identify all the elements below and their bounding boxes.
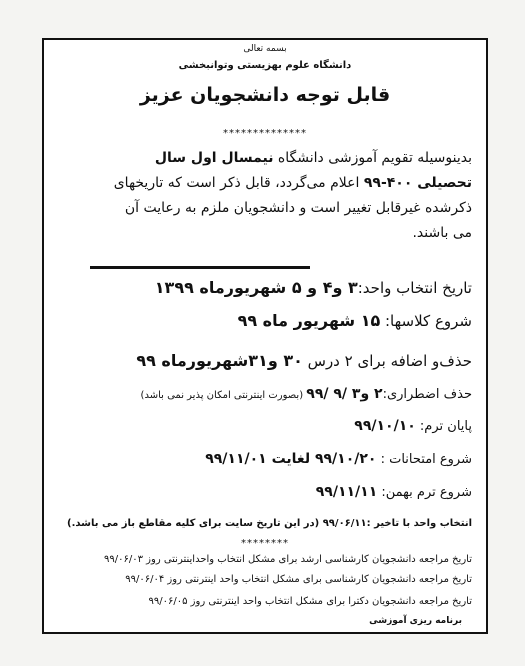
classes-start-row bbox=[238, 311, 472, 330]
classes-start-label: شروع کلاسها: bbox=[380, 312, 472, 330]
basmala: بسمه تعالی bbox=[243, 44, 287, 54]
bahman-term-label: شروع ترم بهمن: bbox=[377, 485, 472, 500]
university-name: دانشگاه علوم بهزیستی وتوانبخشی bbox=[178, 60, 352, 71]
intro-line-4: می باشند. bbox=[412, 225, 472, 241]
emergency-drop-note: (بصورت اینترنتی امکان پذیر نمی باشد) bbox=[140, 390, 307, 401]
add-drop-value: ۳۰ و۳۱شهریورماه ۹۹ bbox=[136, 351, 303, 370]
unit-selection-label: تاریخ انتخاب واحد: bbox=[357, 279, 472, 297]
exams-start-value: ۹۹/۱۰/۲۰ لغایت ۹۹/۱۱/۰۱ bbox=[205, 451, 377, 467]
unit-selection-row bbox=[155, 278, 472, 297]
intro-line-2-bold: تحصیلی ۴۰۰-۹۹ bbox=[363, 175, 472, 191]
stars-divider-2: ******** bbox=[241, 538, 289, 549]
emergency-drop-row bbox=[141, 386, 472, 402]
exams-start-row bbox=[205, 451, 472, 467]
bahman-term-value: ۹۹/۱۱/۱۱ bbox=[315, 484, 378, 500]
intro-line-2-text: اعلام می‌گردد، قابل ذکر است که تاریخهای bbox=[113, 175, 364, 191]
classes-start-value: ۱۵ شهریور ماه ۹۹ bbox=[237, 311, 381, 330]
add-drop-row bbox=[136, 351, 472, 370]
term-end-value: ۹۹/۱۰/۱۰ bbox=[354, 418, 416, 434]
unit-selection-value: ۳ و۴ و ۵ شهریورماه ۱۳۹۹ bbox=[154, 278, 358, 297]
stars-divider: ************** bbox=[223, 128, 307, 139]
term-end-row bbox=[354, 418, 472, 434]
intro-line-1-text: بدینوسیله تقویم آموزشی دانشگاه bbox=[273, 150, 472, 166]
emergency-drop-value: ۲ و۳ /۹ /۹۹ bbox=[306, 386, 383, 402]
intro-line-1-bold: نیمسال اول سال bbox=[154, 150, 274, 166]
term-end-label: پایان ترم: bbox=[415, 419, 472, 434]
intro-line-2 bbox=[114, 171, 472, 196]
divider-rule bbox=[90, 266, 310, 269]
add-drop-label: حذف‌و اضافه برای ۲ درس bbox=[302, 352, 472, 370]
signature: برنامه ریزی آموزشی bbox=[369, 616, 462, 626]
note-doctorate: تاریخ مراجعه دانشجویان دکترا برای مشکل انتخاب واحد اینترنتی روز ۹۹/۰۶/۰۵ bbox=[148, 596, 472, 607]
late-selection-line: انتخاب واحد با تاخیر :۹۹/۰۶/۱۱ (در این تاریخ سایت برای کلیه مقاطع باز می باشد.) bbox=[67, 518, 472, 529]
intro-line-1 bbox=[155, 146, 472, 171]
exams-start-label: شروع امتحانات : bbox=[376, 452, 472, 467]
note-masters: تاریخ مراجعه دانشجویان کارشناسی ارشد برای مشکل انتخاب واحداینترنتی روز ۹۹/۰۶/۰۳ bbox=[104, 554, 472, 565]
notice-title: قابل توجه دانشجویان عزیز bbox=[139, 84, 391, 106]
notice-frame bbox=[42, 38, 488, 634]
emergency-drop-label: حذف اضطراری: bbox=[382, 387, 472, 402]
intro-line-3: ذکرشده غیرقابل تغییر است و دانشجویان ملزم به رعایت آن bbox=[124, 200, 472, 216]
note-bachelors: تاریخ مراجعه دانشجویان کارشناسی برای مشکل انتخاب واحد اینترنتی روز ۹۹/۰۶/۰۴ bbox=[125, 574, 472, 585]
bahman-term-row bbox=[316, 484, 472, 500]
